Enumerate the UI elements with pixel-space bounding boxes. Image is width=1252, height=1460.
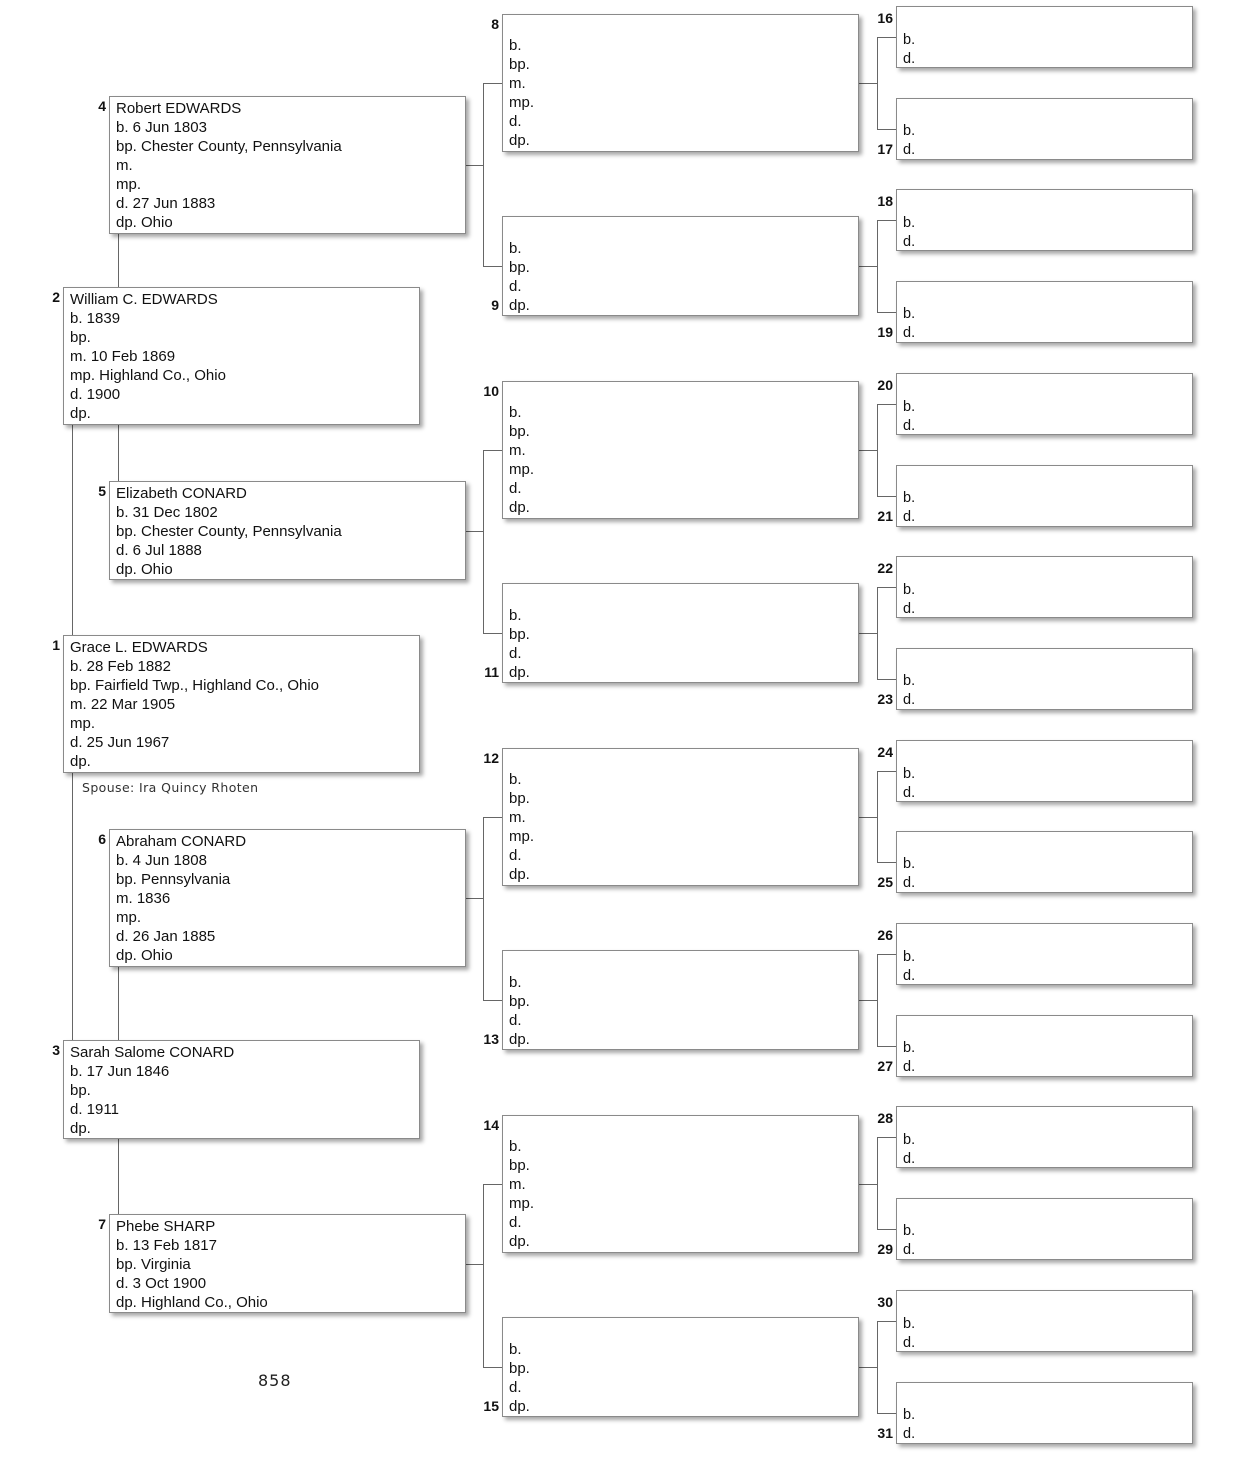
person-detail: bp. [509,1157,530,1174]
person-detail: dp. [509,499,530,516]
connector-line [877,220,878,312]
person-detail: bp. Virginia [116,1256,191,1273]
connector-line [859,1367,877,1368]
connector-line [466,1264,483,1265]
connector-line [877,954,896,955]
connector-line [859,1184,877,1185]
connector-line [483,1184,484,1367]
person-number: 11 [484,664,499,680]
person-box-6 [109,829,466,967]
connector-line [859,1000,877,1001]
connector-line [466,898,483,899]
person-name: Abraham CONARD [116,833,247,850]
connector-line [877,220,896,221]
person-box-22 [896,556,1193,618]
connector-line [72,773,73,1040]
person-number: 14 [483,1117,499,1133]
person-detail: m. [509,442,526,459]
connector-line [877,771,896,772]
person-number: 2 [52,289,60,305]
person-detail: bp. [70,329,91,346]
connector-line [877,1137,896,1138]
person-number: 24 [877,744,893,760]
person-detail: bp. Chester County, Pennsylvania [116,523,342,540]
connector-line [859,817,877,818]
person-box-24 [896,740,1193,802]
person-detail: dp. [70,1120,91,1137]
person-detail: b. [509,1138,522,1155]
person-detail: b. [903,582,916,598]
person-box-16 [896,6,1193,68]
person-box-25 [896,831,1193,893]
person-detail: d. [903,1150,916,1167]
person-detail: b. [903,215,916,231]
connector-line [877,37,896,38]
person-box-15 [502,1317,859,1417]
person-detail: bp. Pennsylvania [116,871,231,888]
person-detail: bp. Fairfield Twp., Highland Co., Ohio [70,677,320,694]
person-detail: b. [903,1316,916,1332]
person-detail: bp. [509,993,530,1010]
person-box-2 [63,287,420,425]
person-detail: d. [903,141,916,158]
connector-line [859,450,877,451]
person-box-26 [896,923,1193,985]
person-name: Grace L. EDWARDS [70,639,208,656]
person-number: 28 [877,1110,893,1126]
person-detail: b. 13 Feb 1817 [116,1237,217,1254]
connector-line [483,266,502,267]
connector-line [877,587,896,588]
person-number: 1 [52,637,60,653]
person-detail: m. 10 Feb 1869 [70,348,176,365]
person-name: Robert EDWARDS [116,100,242,117]
person-detail: d. [903,417,916,434]
connector-line [859,266,877,267]
person-detail: b. [903,1407,916,1423]
connector-line [877,1137,878,1229]
person-detail: bp. [509,56,530,73]
connector-line [483,817,484,1000]
person-detail: b. [903,123,916,139]
person-number: 19 [877,324,893,340]
person-detail: b. 6 Jun 1803 [116,119,207,136]
person-detail: dp. [509,297,530,314]
person-detail: d. [903,50,916,67]
connector-line [483,450,484,633]
person-detail: mp. [116,909,142,926]
person-detail: b. 1839 [70,310,121,327]
person-detail: d. [903,784,916,801]
person-detail: dp. [70,405,91,422]
person-box-5 [109,481,466,580]
person-detail: b. [903,399,916,415]
person-name: Elizabeth CONARD [116,485,247,502]
person-detail: b. [903,1040,916,1056]
person-detail: b. [903,1223,916,1239]
person-detail: m. [116,157,133,174]
person-detail: dp. [70,753,91,770]
person-detail: d. [903,1334,916,1351]
person-detail: d. [903,874,916,891]
person-box-12 [502,748,859,886]
person-detail: m. [509,809,526,826]
person-box-19 [896,281,1193,343]
person-box-21 [896,465,1193,527]
person-box-31 [896,1382,1193,1444]
person-detail: b. [509,607,522,624]
connector-line [877,404,878,496]
person-detail: b. 31 Dec 1802 [116,504,218,521]
person-detail: d. 6 Jul 1888 [116,542,202,559]
person-detail: d. [903,1241,916,1258]
person-detail: dp. [509,1233,530,1250]
person-box-3 [63,1040,420,1139]
connector-line [483,1184,502,1185]
person-detail: bp. [509,1360,530,1377]
page-number: 858 [258,1371,292,1390]
connector-line [483,83,502,84]
person-number: 18 [877,193,893,209]
person-detail: d. 27 Jun 1883 [116,195,216,212]
person-number: 9 [491,297,499,313]
person-number: 7 [98,1216,106,1232]
person-detail: bp. [70,1082,91,1099]
person-detail: bp. [509,423,530,440]
connector-line [877,312,896,313]
person-number: 8 [491,16,499,32]
person-detail: b. [509,1341,522,1358]
person-number: 30 [877,1294,893,1310]
connector-line [483,1367,502,1368]
person-detail: d. 1911 [70,1101,119,1118]
person-box-28 [896,1106,1193,1168]
person-detail: d. [903,600,916,617]
person-detail: d. 1900 [70,386,121,403]
person-detail: b. [509,37,522,54]
person-number: 12 [483,750,499,766]
person-detail: d. 25 Jun 1967 [70,734,170,751]
person-detail: b. [903,306,916,322]
person-detail: b. [903,673,916,689]
connector-line [483,633,502,634]
person-detail: d. [509,113,522,130]
person-detail: d. [903,1425,916,1442]
connector-line [877,1046,896,1047]
person-name: Phebe SHARP [116,1218,216,1235]
person-detail: dp. Ohio [116,214,173,231]
person-detail: d. [903,1058,916,1075]
person-detail: b. [509,974,522,991]
person-box-17 [896,98,1193,160]
person-number: 4 [98,98,106,114]
person-detail: dp. [509,664,530,681]
person-detail: d. [509,847,522,864]
person-box-1 [63,635,420,773]
connector-line [466,531,483,532]
person-detail: b. [509,771,522,788]
person-detail: bp. [509,790,530,807]
person-detail: dp. [509,866,530,883]
person-box-30 [896,1290,1193,1352]
person-number: 20 [877,377,893,393]
person-number: 13 [483,1031,499,1047]
person-detail: d. [509,1214,522,1231]
person-number: 5 [98,483,106,499]
person-detail: d. [903,691,916,708]
person-detail: dp. [509,1398,530,1415]
connector-line [483,817,502,818]
person-detail: d. 26 Jan 1885 [116,928,216,945]
person-detail: bp. Chester County, Pennsylvania [116,138,342,155]
person-detail: mp. [509,828,535,845]
person-number: 3 [52,1042,60,1058]
spouse-label: Spouse: Ira Quincy Rhoten [82,780,259,795]
connector-line [877,1321,878,1413]
person-detail: dp. Ohio [116,947,173,964]
person-box-23 [896,648,1193,710]
person-detail: mp. [70,715,96,732]
connector-line [466,165,483,166]
person-detail: b. [903,949,916,965]
person-box-20 [896,373,1193,435]
person-box-10 [502,381,859,519]
person-box-7 [109,1214,466,1313]
person-detail: b. 4 Jun 1808 [116,852,207,869]
person-detail: d. [509,278,522,295]
connector-line [877,129,896,130]
person-number: 6 [98,831,106,847]
person-detail: d. [903,967,916,984]
connector-line [877,404,896,405]
connector-line [483,450,502,451]
person-detail: mp. [509,94,535,111]
connector-line [72,425,73,635]
connector-line [877,587,878,679]
person-number: 17 [877,141,893,157]
connector-line [877,1321,896,1322]
person-detail: m. 22 Mar 1905 [70,696,176,713]
person-number: 10 [483,383,499,399]
connector-line [859,633,877,634]
connector-line [118,425,119,481]
person-detail: mp. [509,1195,535,1212]
connector-line [483,1000,502,1001]
person-box-8 [502,14,859,152]
connector-line [877,496,896,497]
person-box-11 [502,583,859,683]
person-detail: dp. [509,132,530,149]
person-detail: d. [509,645,522,662]
person-detail: b. [903,766,916,782]
person-number: 15 [483,1398,499,1414]
connector-line [118,967,119,1040]
person-box-4 [109,96,466,234]
person-detail: dp. [509,1031,530,1048]
person-detail: bp. [509,259,530,276]
connector-line [877,37,878,129]
person-detail: d. [509,1012,522,1029]
connector-line [118,1139,119,1214]
person-name: William C. EDWARDS [70,291,218,308]
person-detail: d. 3 Oct 1900 [116,1275,207,1292]
person-box-9 [502,216,859,316]
person-box-13 [502,950,859,1050]
person-detail: b. [903,32,916,48]
connector-line [877,679,896,680]
person-detail: m. [509,1176,526,1193]
person-detail: b. [903,490,916,506]
person-detail: bp. [509,626,530,643]
person-box-14 [502,1115,859,1253]
connector-line [877,1229,896,1230]
person-detail: mp. Highland Co., Ohio [70,367,226,384]
connector-line [877,1413,896,1414]
person-box-29 [896,1198,1193,1260]
person-number: 29 [877,1241,893,1257]
person-detail: m. [509,75,526,92]
person-detail: b. [903,856,916,872]
person-detail: m. 1836 [116,890,171,907]
connector-line [877,862,896,863]
person-detail: d. [903,324,916,341]
person-number: 31 [877,1425,893,1441]
connector-line [877,954,878,1046]
person-detail: d. [903,233,916,250]
person-detail: d. [509,480,522,497]
person-detail: dp. Highland Co., Ohio [116,1294,268,1311]
person-number: 16 [877,10,893,26]
person-detail: mp. [116,176,142,193]
person-detail: mp. [509,461,535,478]
person-number: 22 [877,560,893,576]
person-detail: d. [509,1379,522,1396]
person-box-27 [896,1015,1193,1077]
person-name: Sarah Salome CONARD [70,1044,235,1061]
person-detail: b. 17 Jun 1846 [70,1063,170,1080]
person-number: 26 [877,927,893,943]
person-number: 21 [877,508,893,524]
connector-line [483,83,484,266]
person-detail: dp. Ohio [116,561,173,578]
connector-line [859,83,877,84]
person-detail: d. [903,508,916,525]
person-number: 23 [877,691,893,707]
person-number: 25 [877,874,893,890]
person-detail: b. [903,1132,916,1148]
person-box-18 [896,189,1193,251]
person-detail: b. 28 Feb 1882 [70,658,171,675]
connector-line [118,234,119,287]
person-detail: b. [509,240,522,257]
person-detail: b. [509,404,522,421]
person-number: 27 [877,1058,893,1074]
connector-line [877,771,878,862]
